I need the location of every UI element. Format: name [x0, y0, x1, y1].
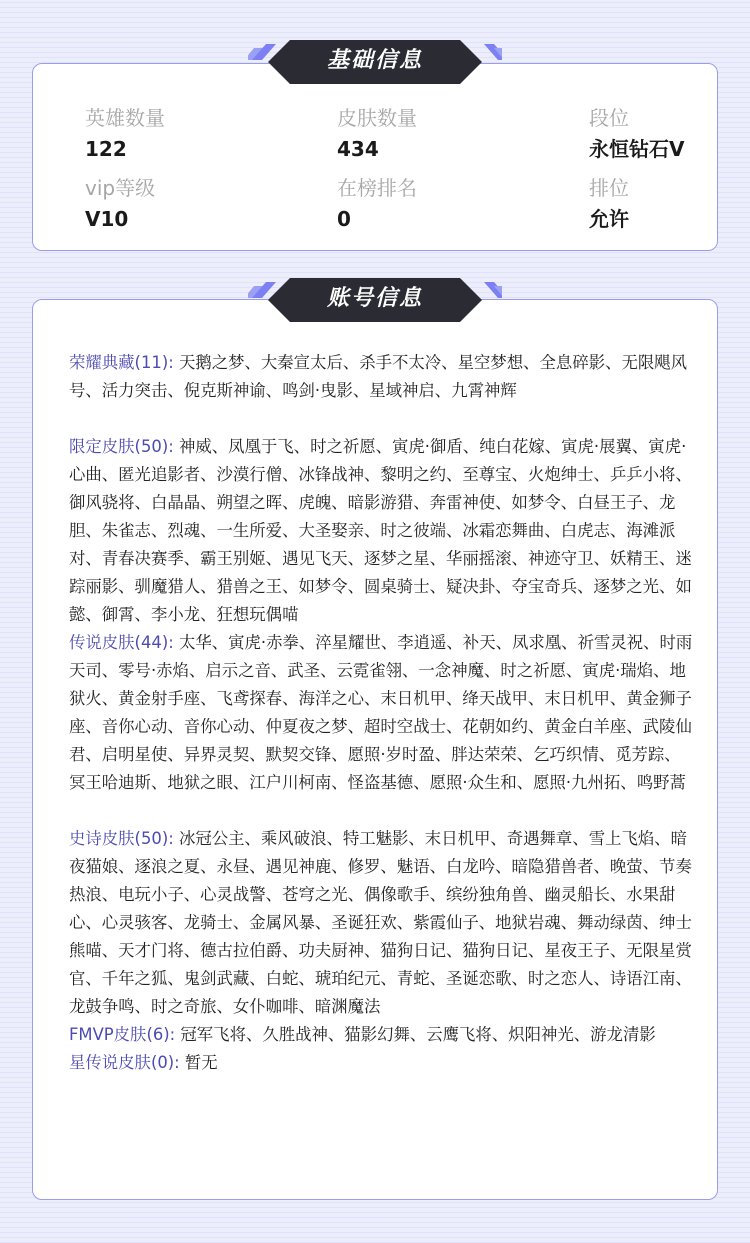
stat-label: 英雄数量: [85, 106, 165, 130]
account-info-card: [32, 299, 718, 1200]
category-name: 星传说皮肤(0):: [69, 1053, 180, 1072]
skin-category-epic: [69, 825, 697, 1021]
stat-leaderboard-rank: [337, 175, 417, 232]
stat-vip-level: [85, 175, 155, 232]
category-items: 太华、寅虎·赤拳、淬星耀世、李逍遥、补天、凤求凰、祈雪灵祝、时雨天司、零号·赤焰、启示之音、武圣、云霓雀翎、一念神魔、时之祈愿、寅虎·瑞焰、地狱火、黄金射手座、飞鸢探春、海洋之心、末日机甲、绛天战甲、末日机甲、黄金狮子座、音你心动、音你心动、仲夏夜之梦、超时空战士、花朝如约、黄金白羊座、武陵仙君、启明星使、异界灵契、默契交锋、愿照·岁时盈、胖达荣荣、乞巧织情、觅芳踪、冥王哈迪斯、地狱之眼、江户川柯南、怪盗基德、愿照·众生和、愿照·九州拓、鸣野蒿: [69, 633, 693, 792]
category-items: 暂无: [184, 1053, 218, 1072]
category-name: 荣耀典藏(11):: [69, 353, 174, 372]
category-items: 天鹅之梦、大秦宣太后、杀手不太冷、星空梦想、全息碎影、无限飓风号、活力突击、倪克斯神谕、鸣剑·曳影、星域神启、九霄神辉: [69, 353, 688, 400]
stat-value: 122: [85, 137, 127, 161]
skin-category-limited: [69, 433, 697, 629]
skin-category-fmvp: [69, 1021, 697, 1049]
stat-value: 永恒钻石V: [589, 137, 685, 161]
category-name: 传说皮肤(44):: [69, 633, 174, 652]
basic-info-card: [32, 63, 718, 251]
stat-value: 允许: [589, 207, 629, 231]
section-title: 基础信息: [326, 48, 423, 73]
stat-label: 段位: [589, 106, 629, 130]
stat-label: 排位: [589, 176, 629, 200]
stat-value: 0: [337, 207, 351, 231]
skin-category-legend: [69, 629, 697, 797]
skin-category-glory: [69, 349, 697, 405]
stat-hero-count: [85, 105, 165, 162]
basic-info-header: [248, 38, 502, 86]
stat-label: vip等级: [85, 176, 156, 200]
stat-value: 434: [337, 137, 379, 161]
category-items: 冠军飞将、久胜战神、猫影幻舞、云鹰飞将、炽阳神光、游龙清影: [180, 1025, 656, 1044]
category-items: 神威、凤凰于飞、时之祈愿、寅虎·御盾、纯白花嫁、寅虎·展翼、寅虎·心曲、匿光追影者、沙漠行僧、冰锋战神、黎明之约、至尊宝、火炮绅士、乒乒小将、御风骁将、白晶晶、朔望之晖、虎魄、暗影游猎、奔雷神使、如梦令、白昼王子、龙胆、朱雀志、烈魂、一生所爱、大圣娶亲、时之彼端、冰霜恋舞曲、白虎志、海滩派对、青春决赛季、霸王别姬、遇见飞天、逐梦之星、华丽摇滚、神迹守卫、妖精王、迷踪丽影、驯魔猎人、猎兽之王、如梦令、圆桌骑士、疑决卦、夺宝奇兵、逐梦之光、如懿、御霄、李小龙、狂想玩偶喵: [69, 437, 692, 624]
category-name: 史诗皮肤(50):: [69, 829, 174, 848]
stat-rank-tier: [589, 105, 684, 162]
section-title: 账号信息: [326, 286, 423, 311]
stat-ranked-allowed: [589, 175, 629, 232]
category-name: 限定皮肤(50):: [69, 437, 174, 456]
stat-label: 在榜排名: [337, 176, 417, 200]
skin-list: [69, 349, 697, 1077]
skin-category-star-legend: [69, 1049, 697, 1077]
stat-value: V10: [85, 207, 129, 231]
category-items: 冰冠公主、乘风破浪、特工魅影、末日机甲、奇遇舞章、雪上飞焰、暗夜猫娘、逐浪之夏、永昼、遇见神鹿、修罗、魅语、白龙吟、暗隐猎兽者、晚萤、节奏热浪、电玩小子、心灵战警、苍穹之光、偶像歌手、缤纷独角兽、幽灵船长、水果甜心、心灵骇客、龙骑士、金属风暴、圣诞狂欢、紫霞仙子、地狱岩魂、舞动绿茵、绅士熊喵、天才门将、德古拉伯爵、功夫厨神、猫狗日记、猫狗日记、星夜王子、无限星赏官、千年之狐、鬼剑武藏、白蛇、琥珀纪元、青蛇、圣诞恋歌、时之恋人、诗语江南、龙鼓争鸣、时之奇旅、女仆咖啡、暗渊魔法: [69, 829, 692, 1016]
stat-label: 皮肤数量: [337, 106, 417, 130]
stat-skin-count: [337, 105, 417, 162]
category-name: FMVP皮肤(6):: [69, 1025, 176, 1044]
account-info-header: [248, 276, 502, 324]
